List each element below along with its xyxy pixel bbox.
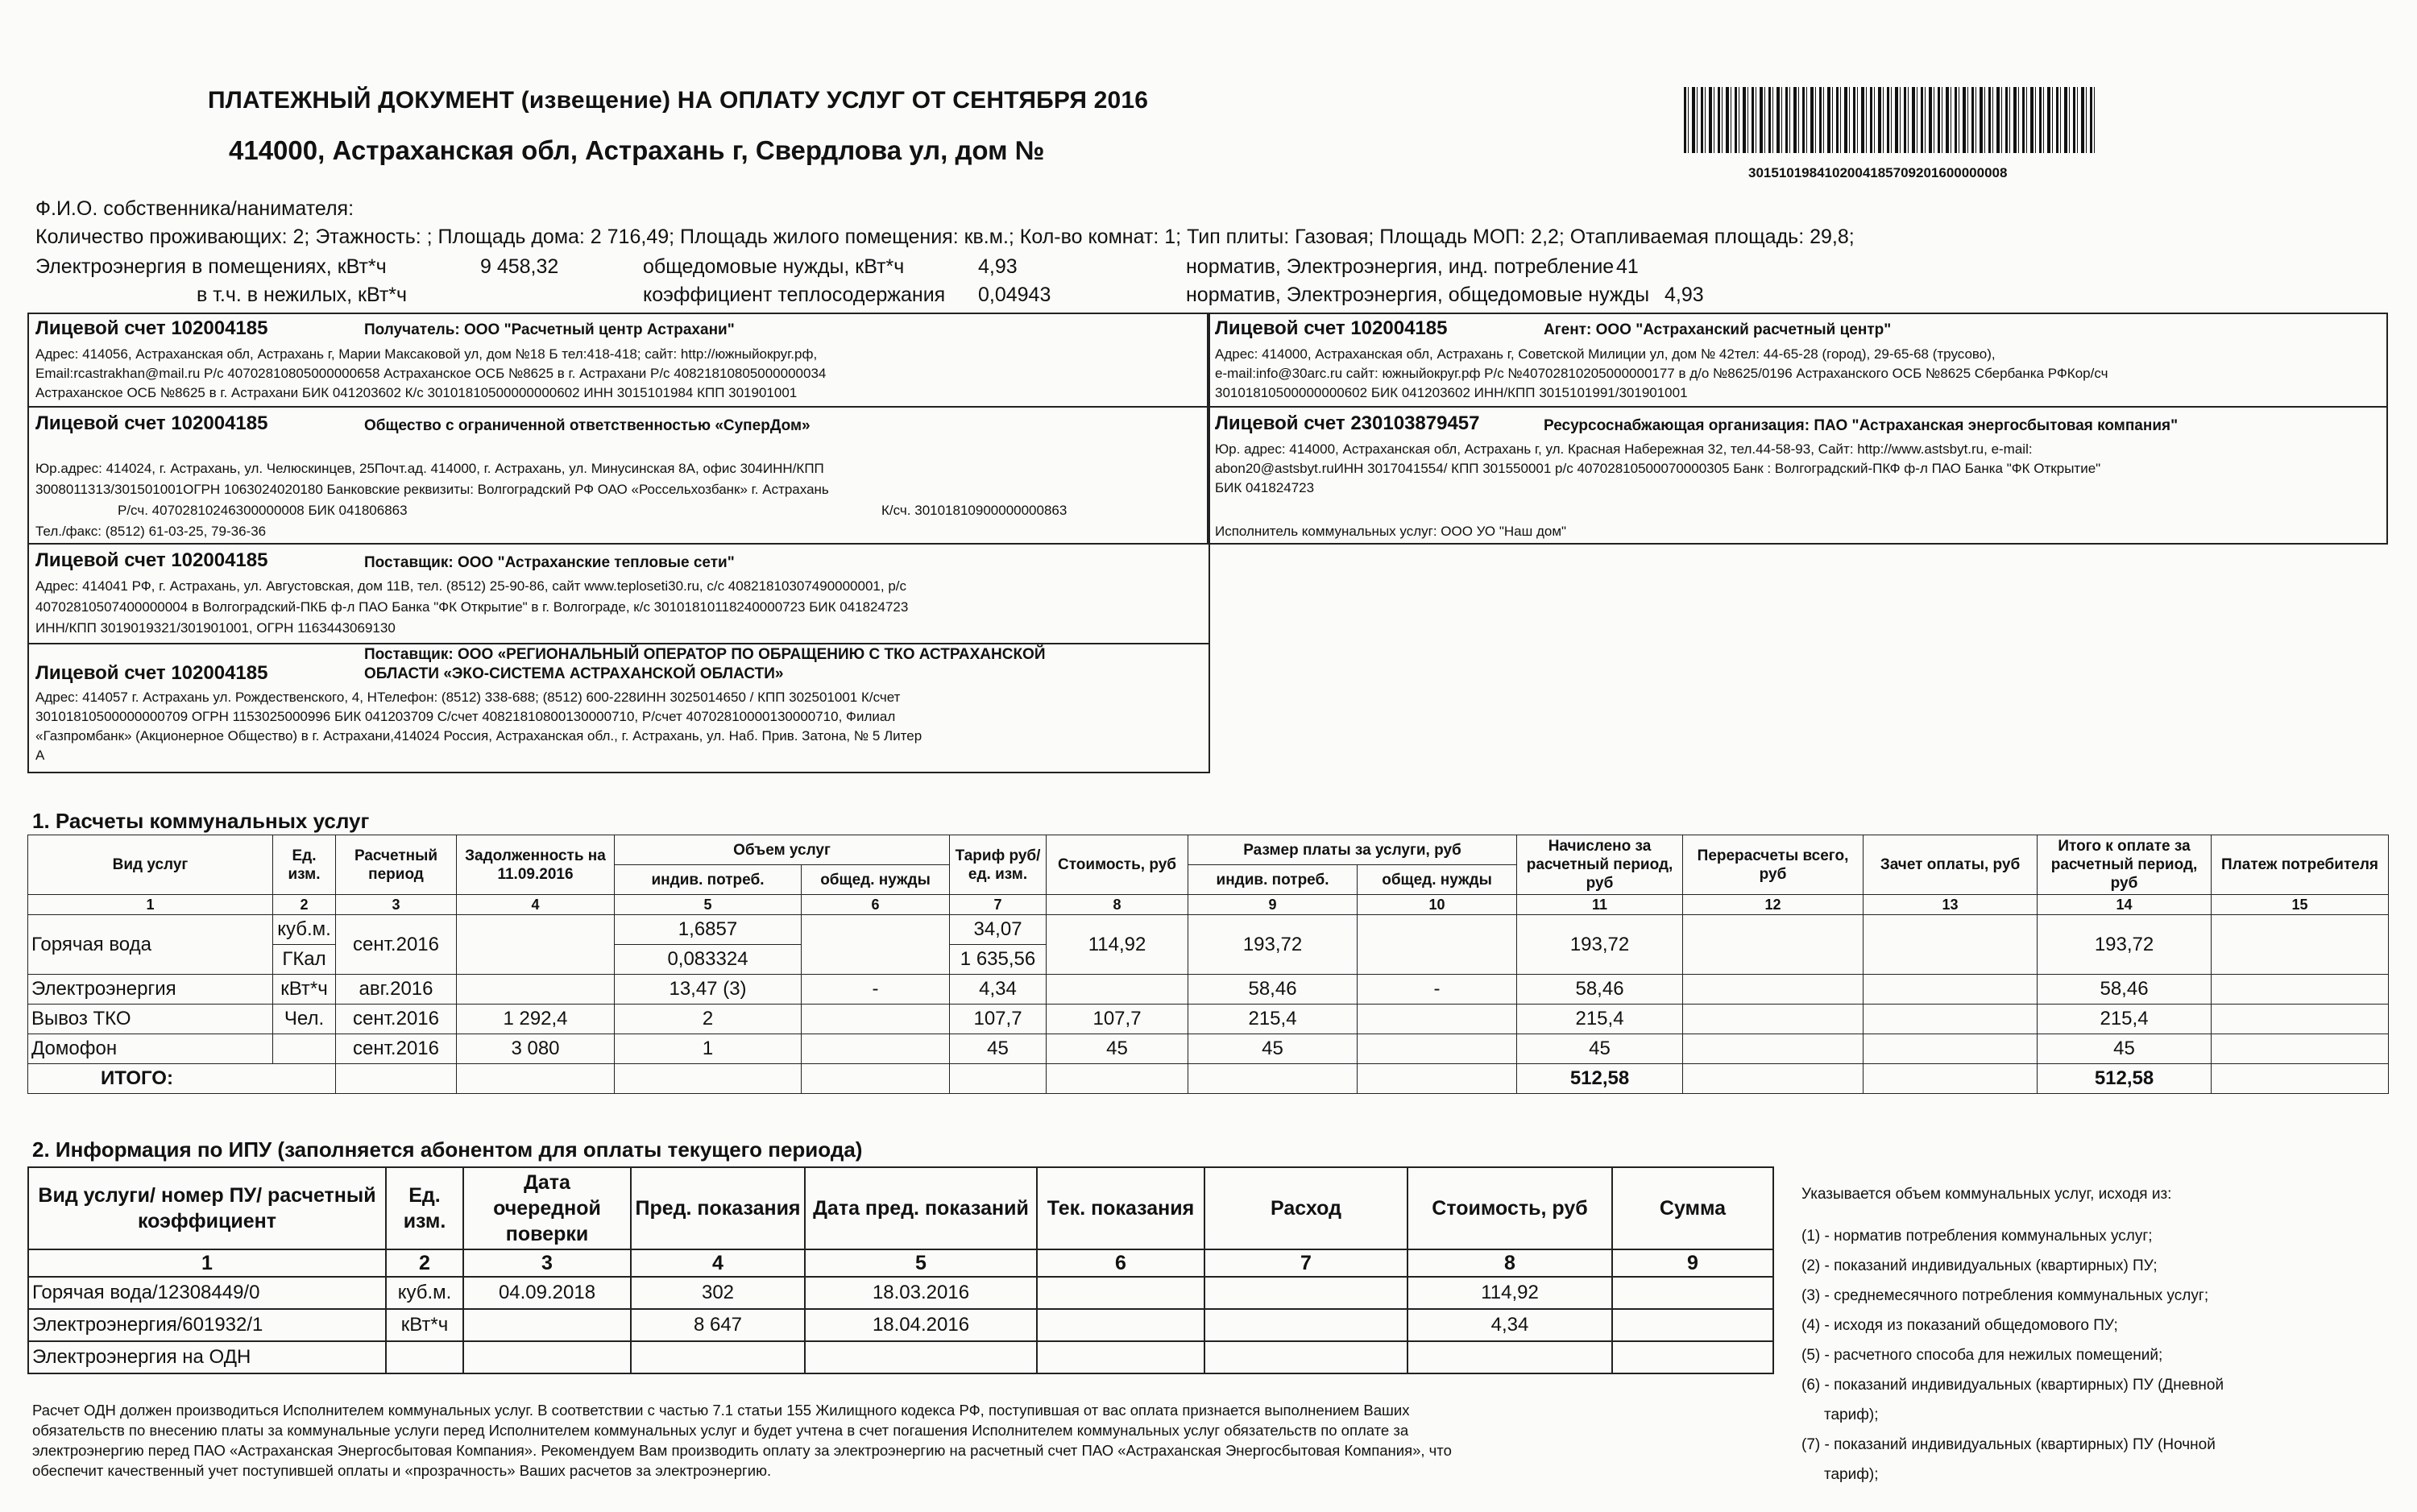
cell-meter-unit: куб.м. [386, 1277, 463, 1309]
cell-unit: Чел. [273, 1005, 336, 1034]
cell-tariff: 1 635,56 [950, 945, 1047, 975]
cell-total: 45 [2038, 1034, 2212, 1064]
cell-vol-common [802, 1005, 950, 1034]
agent-box [1207, 313, 2388, 408]
cell-service: Электроэнергия [28, 975, 273, 1005]
norm-individual-label: норматив, Электроэнергия, инд. потребление [1186, 255, 1615, 278]
barcode-number: 3015101984102004185709201600000008 [1748, 165, 2008, 180]
cell-meter-unit: кВт*ч [386, 1309, 463, 1341]
account-number: Лицевой счет 102004185 [35, 549, 268, 571]
table-row [28, 1005, 2389, 1034]
th-cost: Стоимость, руб [1047, 835, 1188, 895]
section2-title: 2. Информация по ИПУ (заполняется абонентом для оплаты текущего периода) [32, 1137, 863, 1162]
cell-cost: 114,92 [1047, 915, 1188, 975]
cell-prev-reading: 8 647 [631, 1309, 805, 1341]
heat-coefficient-value: 0,04943 [978, 284, 1051, 306]
cell-usage [1204, 1341, 1407, 1373]
legend-item: (6) - показаний индивидуальных (квартирных) ПУ (Дневной [1801, 1377, 2224, 1394]
cell-pay-ind: 58,46 [1188, 975, 1358, 1005]
cell-cost [1047, 975, 1188, 1005]
table-row [28, 975, 2389, 1005]
col-number: 4 [457, 895, 615, 915]
col-number: 3 [336, 895, 457, 915]
col-number: 4 [631, 1249, 805, 1277]
cell-period: сент.2016 [336, 1034, 457, 1064]
th-debt: Задолженность на 11.09.2016 [457, 835, 615, 895]
col-number: 3 [463, 1249, 631, 1277]
account-number: Лицевой счет 230103879457 [1215, 412, 1480, 434]
cell-accrued: 193,72 [1517, 915, 1683, 975]
cell-payer [2212, 915, 2389, 975]
th-usage: Расход [1204, 1167, 1407, 1249]
recipient-line: Email:rcastrakhan@mail.ru Р/с 40702810805000000658 Астраханское ОСБ №8625 в г. Астрахани Р/с 40821810805000000034 [35, 366, 827, 381]
cell-recalc [1683, 1005, 1864, 1034]
cell-payer [2212, 1034, 2389, 1064]
footer-line: электроэнергию перед ПАО «Астраханская Энергосбытовая Компания». Рекомендуем Вам производить оплату за электроэнергию на расчетный счет ПАО «Астраханская Энергосбытовая Компания», что [32, 1442, 1452, 1459]
legend-item: тариф); [1824, 1466, 1879, 1483]
cell-offset [1864, 975, 2038, 1005]
cell-offset [1864, 1005, 2038, 1034]
company-line: 3008011313/301501001ОГРН 1063024020180 Банковские реквизиты: Волгоградский РФ ОАО «Россельхозбанк» г. Астрахань [35, 482, 829, 497]
cell-tariff: 4,34 [950, 975, 1047, 1005]
total-label: ИТОГО: [28, 1064, 336, 1094]
account-number: Лицевой счет 102004185 [35, 317, 268, 339]
cell-usage [1204, 1309, 1407, 1341]
section1-title: 1. Расчеты коммунальных услуг [32, 809, 370, 833]
cell-prev-date [805, 1341, 1037, 1373]
cell-pay-ind: 45 [1188, 1034, 1358, 1064]
th-period: Расчетный период [336, 835, 457, 895]
cell-service: Горячая вода [28, 915, 273, 975]
cell-vol-ind: 0,083324 [615, 945, 802, 975]
col-number: 12 [1683, 895, 1864, 915]
col-number: 6 [802, 895, 950, 915]
th-vol-ind: индив. потреб. [615, 865, 802, 895]
cell-total: 215,4 [2038, 1005, 2212, 1034]
cell-next-check [463, 1341, 631, 1373]
agent-line: e-mail:info@30arc.ru сайт: южныйокруг.рф Р/с №40702810205000000177 в д/о №8625/0196 Астраханского ОСБ №8625 Сбербанка РФКор/сч [1215, 366, 2108, 381]
resource-supplier-line: БИК 041824723 [1215, 480, 1315, 495]
col-number: 2 [386, 1249, 463, 1277]
cell-meter-cost: 114,92 [1407, 1277, 1612, 1309]
cell-usage [1204, 1277, 1407, 1309]
property-params: Количество проживающих: 2; Этажность: ; Площадь дома: 2 716,49; Площадь жилого помещения: кв.м.; Кол-во комнат: 1; Тип плиты: Газовая; Площадь МОП: 2,2; Отапливаемая площадь: 29,8; [35, 226, 1855, 248]
utilities-table [27, 835, 2389, 1094]
nonresidential-label: в т.ч. в нежилых, кВт*ч [197, 284, 408, 306]
supplier-line: 40702810507400000004 в Волгоградский-ПКБ ф-л ПАО Банка "ФК Открытие" в г. Волгограде, к/с 30101810118240000723 БИК 041824723 [35, 599, 909, 615]
th-meter-cost: Стоимость, руб [1407, 1167, 1612, 1249]
cell-next-check [463, 1309, 631, 1341]
operator-name-cont: ОБЛАСТИ «ЭКО-СИСТЕМА АСТРАХАНСКОЙ ОБЛАСТИ» [364, 665, 784, 682]
norm-common-label: норматив, Электроэнергия, общедомовые нужды [1186, 284, 1650, 306]
legend-list [1801, 1221, 2390, 1489]
cell-debt: 3 080 [457, 1034, 615, 1064]
legend-item: (2) - показаний индивидуальных (квартирных) ПУ; [1801, 1257, 2158, 1274]
cell-unit [273, 1034, 336, 1064]
th-vol-common: общед. нужды [802, 865, 950, 895]
electricity-value: 9 458,32 [480, 255, 559, 278]
th-service: Вид услуг [28, 835, 273, 895]
cell-cost: 45 [1047, 1034, 1188, 1064]
document-title: ПЛАТЕЖНЫЙ ДОКУМЕНТ (извещение) НА ОПЛАТУ УСЛУГ ОТ СЕНТЯБРЯ 2016 [208, 87, 1149, 114]
cell-period: сент.2016 [336, 1005, 457, 1034]
footer-line: Расчет ОДН должен производиться Исполнителем коммунальных услуг. В соответствии с частью 7.1 статьи 155 Жилищного кодекса РФ, поступившая от вас оплата признается выполнением Ваших [32, 1402, 1410, 1419]
heat-coefficient-label: коэффициент теплосодержания [643, 284, 946, 306]
col-number: 15 [2212, 895, 2389, 915]
cell-cur-reading [1037, 1309, 1204, 1341]
th-prev-date: Дата пред. показаний [805, 1167, 1037, 1249]
supplier-line: ИНН/КПП 3019019321/301901001, ОГРН 1163443069130 [35, 620, 396, 636]
barcode [1684, 87, 2095, 153]
cell-cur-reading [1037, 1341, 1204, 1373]
legend-title: Указывается объем коммунальных услуг, исходя из: [1801, 1186, 2172, 1203]
resource-supplier-line: Юр. адрес: 414000, Астраханская обл, Астрахань г, ул. Красная Набережная 32, тел.44-58-93, Сайт: http://www.astsbyt.ru, e-mail: [1215, 441, 2033, 457]
footer-line: обеспечит качественный учет поступившей оплаты и «прозрачность» Ваших расчетов за электроэнергию. [32, 1462, 772, 1479]
cell-meter-service: Электроэнергия/601932/1 [28, 1309, 386, 1341]
th-pay-common: общед. нужды [1358, 865, 1517, 895]
cell-tariff: 107,7 [950, 1005, 1047, 1034]
cell-payer [2212, 975, 2389, 1005]
col-number: 11 [1517, 895, 1683, 915]
th-total: Итого к оплате за расчетный период, руб [2038, 835, 2212, 895]
col-number: 5 [805, 1249, 1037, 1277]
superdom-box [27, 406, 1210, 545]
cell-prev-reading [631, 1341, 805, 1373]
cell-recalc [1683, 915, 1864, 975]
th-pay-ind: индив. потреб. [1188, 865, 1358, 895]
cell-period: авг.2016 [336, 975, 457, 1005]
cell-meter-sum [1612, 1309, 1773, 1341]
table-row [28, 1341, 1773, 1373]
cell-period: сент.2016 [336, 915, 457, 975]
cell-tariff: 45 [950, 1034, 1047, 1064]
cell-pay-common [1358, 915, 1517, 975]
th-tariff: Тариф руб/ед. изм. [950, 835, 1047, 895]
cell-unit: кВт*ч [273, 975, 336, 1005]
cell-unit: ГКал [273, 945, 336, 975]
col-number: 8 [1407, 1249, 1612, 1277]
col-number: 13 [1864, 895, 2038, 915]
col-number: 7 [950, 895, 1047, 915]
cell-payer [2212, 1005, 2389, 1034]
legend-item: (3) - среднемесячного потребления коммунальных услуг; [1801, 1287, 2209, 1304]
cell-tariff: 34,07 [950, 915, 1047, 945]
operator-name: Поставщик: ООО «РЕГИОНАЛЬНЫЙ ОПЕРАТОР ПО ОБРАЩЕНИЮ С ТКО АСТРАХАНСКОЙ [364, 646, 1046, 663]
resource-supplier-name: Ресурсоснабжающая организация: ПАО "Астраханская энергосбытовая компания" [1544, 417, 2179, 434]
recipient-box [27, 313, 1210, 408]
th-meter-service: Вид услуги/ номер ПУ/ расчетный коэффициент [28, 1167, 386, 1249]
cell-vol-common: - [802, 975, 950, 1005]
cell-accrued: 45 [1517, 1034, 1683, 1064]
cell-service: Вывоз ТКО [28, 1005, 273, 1034]
supplier-name: Поставщик: ООО "Астраханские тепловые сети" [364, 554, 735, 571]
col-number: 8 [1047, 895, 1188, 915]
th-meter-unit: Ед. изм. [386, 1167, 463, 1249]
col-number: 5 [615, 895, 802, 915]
th-accrued: Начислено за расчетный период, руб [1517, 835, 1683, 895]
table-row [28, 1277, 1773, 1309]
cell-vol-ind: 1 [615, 1034, 802, 1064]
cell-recalc [1683, 1034, 1864, 1064]
table-row [28, 1034, 2389, 1064]
norm-common-value: 4,93 [1665, 284, 1704, 306]
cell-meter-service: Горячая вода/12308449/0 [28, 1277, 386, 1309]
account-number: Лицевой счет 102004185 [35, 412, 268, 434]
th-payer: Платеж потребителя [2212, 835, 2389, 895]
cell-debt: 1 292,4 [457, 1005, 615, 1034]
total-accrued: 512,58 [1517, 1064, 1683, 1094]
th-next-check: Дата очередной поверки [463, 1167, 631, 1249]
cell-pay-ind: 193,72 [1188, 915, 1358, 975]
total-row [28, 1064, 2389, 1094]
common-needs-label: общедомовые нужды, кВт*ч [643, 255, 905, 278]
resource-supplier-line: abon20@astsbyt.ruИНН 3017041554/ КПП 301550001 р/с 40702810500070000305 Банк : Волгоградский-ПКФ ф-л ПАО Банка "ФК Открытие" [1215, 461, 2101, 476]
th-offset: Зачет оплаты, руб [1864, 835, 2038, 895]
cell-vol-ind: 2 [615, 1005, 802, 1034]
cell-cur-reading [1037, 1277, 1204, 1309]
th-pay: Размер платы за услуги, руб [1188, 835, 1517, 865]
col-number: 7 [1204, 1249, 1407, 1277]
waste-operator-box [27, 643, 1210, 773]
legend-item: (4) - исходя из показаний общедомового ПУ; [1801, 1317, 2118, 1334]
operator-line: А [35, 748, 45, 763]
cell-service: Домофон [28, 1034, 273, 1064]
col-number: 14 [2038, 895, 2212, 915]
company-line: Тел./факс: (8512) 61-03-25, 79-36-36 [35, 524, 267, 539]
col-number: 9 [1188, 895, 1358, 915]
cell-unit: куб.м. [273, 915, 336, 945]
common-needs-value: 4,93 [978, 255, 1018, 278]
cell-meter-cost: 4,34 [1407, 1309, 1612, 1341]
cell-recalc [1683, 975, 1864, 1005]
th-cur-reading: Тек. показания [1037, 1167, 1204, 1249]
resource-supplier-box [1207, 406, 2388, 545]
recipient-line: Адрес: 414056, Астраханская обл, Астрахань г, Марии Максаковой ул, дом №18 Б тел:418-418; сайт: http://южныйокруг.рф, [35, 346, 818, 362]
meter-table [27, 1166, 1774, 1374]
cell-debt [457, 975, 615, 1005]
cell-prev-date: 18.04.2016 [805, 1309, 1037, 1341]
recipient-name: Получатель: ООО "Расчетный центр Астрахани" [364, 321, 735, 338]
company-line: Р/сч. 40702810246300000008 БИК 041806863 [118, 503, 408, 518]
executor-line: Исполнитель коммунальных услуг: ООО УО "Наш дом" [1215, 524, 1567, 539]
footer-line: обязательств по внесению платы за коммунальные услуги перед Исполнителем коммунальных услуг и будет учтена в счет погашения Исполнителем коммунальных услуг обязательств по оплате за [32, 1422, 1409, 1439]
table-row [28, 915, 2389, 945]
legend-item: тариф); [1824, 1406, 1879, 1423]
col-number: 1 [28, 895, 273, 915]
col-number: 1 [28, 1249, 386, 1277]
total-sum: 512,58 [2038, 1064, 2212, 1094]
th-prev-reading: Пред. показания [631, 1167, 805, 1249]
footer-note [32, 1400, 1764, 1481]
operator-line: 30101810500000000709 ОГРН 1153025000996 БИК 041203709 С/счет 40821810800130000710, Р/счет 40702810000130000710, Филиал [35, 709, 896, 724]
cell-pay-common [1358, 1034, 1517, 1064]
cell-meter-sum [1612, 1341, 1773, 1373]
company-line: Юр.адрес: 414024, г. Астрахань, ул. Челюскинцев, 25Почт.ад. 414000, г. Астрахань, ул. Минусинская 8А, офис 304ИНН/КПП [35, 461, 824, 476]
cell-vol-common [802, 1034, 950, 1064]
cell-accrued: 58,46 [1517, 975, 1683, 1005]
legend-item: (7) - показаний индивидуальных (квартирных) ПУ (Ночной [1801, 1436, 2216, 1453]
recipient-line: Астраханское ОСБ №8625 в г. Астрахани БИК 041203602 К/с 30101810500000000602 ИНН 3015101984 КПП 301901001 [35, 385, 798, 400]
col-number: 2 [273, 895, 336, 915]
cell-cost: 107,7 [1047, 1005, 1188, 1034]
table-row [28, 1309, 1773, 1341]
agent-line: 30101810500000000602 БИК 041203602 ИНН/КПП 3015101991/301901001 [1215, 385, 1688, 400]
th-recalc: Перерасчеты всего, руб [1683, 835, 1864, 895]
owner-label: Ф.И.О. собственника/нанимателя: [35, 197, 354, 220]
cell-offset [1864, 915, 2038, 975]
th-unit: Ед. изм. [273, 835, 336, 895]
cell-total: 193,72 [2038, 915, 2212, 975]
cell-meter-cost [1407, 1341, 1612, 1373]
col-number: 10 [1358, 895, 1517, 915]
account-number: Лицевой счет 102004185 [35, 662, 268, 684]
cell-pay-ind: 215,4 [1188, 1005, 1358, 1034]
operator-line: Адрес: 414057 г. Астрахань ул. Рождественского, 4, НТелефон: (8512) 338-688; (8512) 600-228ИНН 3025014650 / КПП 302501001 К/счет [35, 690, 901, 705]
cell-accrued: 215,4 [1517, 1005, 1683, 1034]
norm-individual-value: 41 [1616, 255, 1639, 278]
legend-item: (5) - расчетного способа для нежилых помещений; [1801, 1347, 2163, 1364]
cell-offset [1864, 1034, 2038, 1064]
th-volume: Объем услуг [615, 835, 950, 865]
electricity-label: Электроэнергия в помещениях, кВт*ч [35, 255, 387, 278]
company-line: К/сч. 30101810900000000863 [881, 503, 1068, 518]
col-number: 6 [1037, 1249, 1204, 1277]
cell-prev-date: 18.03.2016 [805, 1277, 1037, 1309]
cell-meter-unit [386, 1341, 463, 1373]
cell-next-check: 04.09.2018 [463, 1277, 631, 1309]
cell-vol-ind: 1,6857 [615, 915, 802, 945]
agent-name: Агент: ООО "Астраханский расчетный центр" [1544, 321, 1892, 338]
supplier-line: Адрес: 414041 РФ, г. Астрахань, ул. Августовская, дом 11В, тел. (8512) 25-90-86, сайт www.teploseti30.ru, с/с 40821810307490000001, р/с [35, 578, 907, 594]
account-number: Лицевой счет 102004185 [1215, 317, 1448, 339]
heat-supplier-box [27, 543, 1210, 644]
cell-vol-common [802, 915, 950, 975]
cell-prev-reading: 302 [631, 1277, 805, 1309]
company-name: Общество с ограниченной ответственностью «СуперДом» [364, 417, 811, 434]
cell-pay-common [1358, 1005, 1517, 1034]
cell-vol-ind: 13,47 (3) [615, 975, 802, 1005]
cell-meter-sum [1612, 1277, 1773, 1309]
cell-pay-common: - [1358, 975, 1517, 1005]
cell-total: 58,46 [2038, 975, 2212, 1005]
col-number: 9 [1612, 1249, 1773, 1277]
th-meter-sum: Сумма [1612, 1167, 1773, 1249]
agent-line: Адрес: 414000, Астраханская обл, Астрахань г, Советской Милиции ул, дом № 42тел: 44-65-28 (город), 29-65-68 (трусово), [1215, 346, 1996, 362]
cell-meter-service: Электроэнергия на ОДН [28, 1341, 386, 1373]
legend-item: (1) - норматив потребления коммунальных услуг; [1801, 1228, 2153, 1245]
cell-debt [457, 915, 615, 975]
operator-line: «Газпромбанк» (Акционерное Общество) в г. Астрахани,414024 Россия, Астраханская обл., г. Астрахань, ул. Наб. Прив. Затона, № 5 Литер [35, 728, 922, 744]
property-address: 414000, Астраханская обл, Астрахань г, Свердлова ул, дом № [229, 135, 1045, 165]
